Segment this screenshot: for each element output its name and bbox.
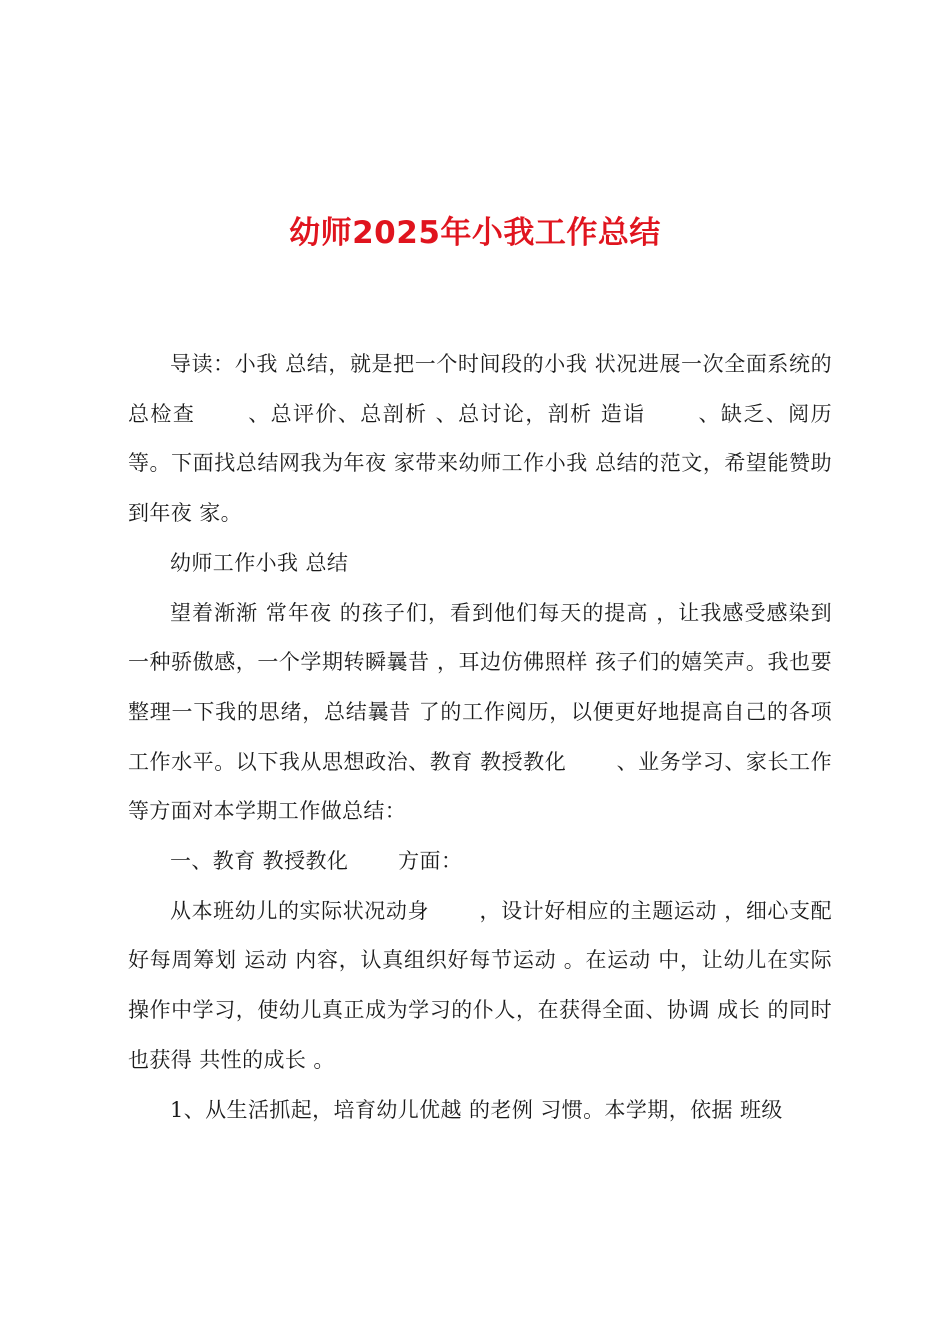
intro-paragraph: 导读：小我 总结，就是把一个时间段的小我 状况进展一次全面系统的总检查 、总评价、总剖析 、总讨论，剖析 造诣 、缺乏、阅历等。下面找总结网我为年夜 家带来幼师工作小我 总结的范文，希望能赞助 到年夜 家。 (128, 352, 832, 526)
body-paragraph: 从本班幼儿的实际状况动身 ，设计好相应的主题运动 ，细心支配 好每周筹划 运动 内容，认真组织好每节运动 。在运动 中，让幼儿在实际操作中学习，使幼儿真正成为学习的仆人，在获得全面、协调 成长 的同时也获得 共性的成长 。 (128, 898, 832, 1072)
document-body (128, 340, 832, 1135)
document-title: 幼师2025年小我工作总结 (289, 215, 661, 251)
body-paragraph: 望着渐渐 常年夜 的孩子们，看到他们每天的提高 ，让我感受感染到一种骄傲感，一个学期转瞬曩昔 ，耳边仿佛照样 孩子们的嬉笑声。我也要整理一下我的思绪，总结曩昔 了的工作阅历，以便更好地提高自己的各项工作水平。以下我从思想政治、教育 教授教化 、业务学习、家长工作等方面对本学期工作做总结： (128, 600, 832, 824)
subsection-heading: 一、教育 教授教化 方面： (170, 849, 463, 874)
list-item-paragraph: 1、从生活抓起，培育幼儿优越 的老例 习惯。本学期，依据 班级 (170, 1097, 783, 1122)
section-heading: 幼师工作小我 总结 (170, 550, 349, 575)
